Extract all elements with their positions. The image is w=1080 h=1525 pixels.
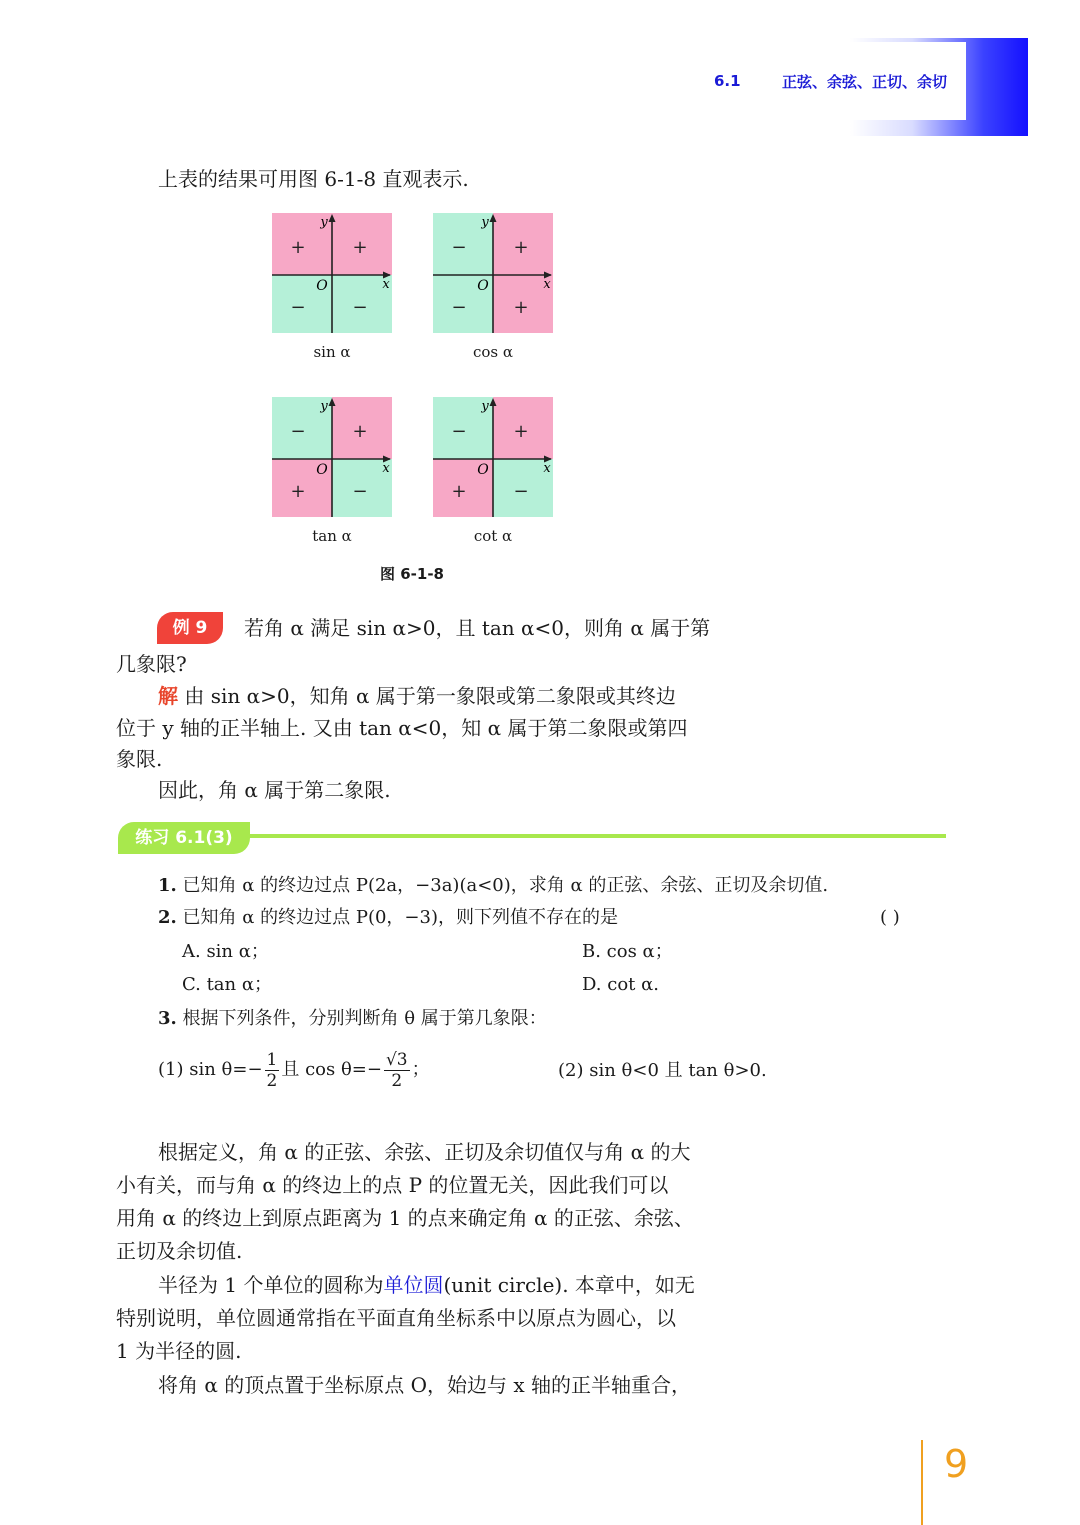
sign-q3: + <box>290 481 306 502</box>
sign-q4: − <box>513 481 529 502</box>
page-number: 9 <box>944 1442 969 1486</box>
sign-chart-tan <box>272 397 392 517</box>
q3-part1-end: ； <box>411 1059 430 1080</box>
q1-text: 已知角 α 的终边过点 P(2a，−3a)(a<0)，求角 α 的正弦、余弦、正切及余切值. <box>182 875 829 896</box>
sign-q2: − <box>451 421 467 442</box>
q2-answer-blank: ( ) <box>880 907 900 928</box>
q3-text: 根据下列条件，分别判断角 θ 属于第几象限： <box>182 1008 547 1029</box>
sign-q2: + <box>290 237 306 258</box>
frac-numerator: √3 <box>385 1049 408 1070</box>
q2-option-d: D. cot α. <box>582 974 659 995</box>
quadrant-chart-svg <box>272 213 392 333</box>
sign-chart-cot <box>433 397 553 517</box>
figure-caption: 图 6-1-8 <box>380 565 444 583</box>
origin-label: O <box>477 462 489 478</box>
intro-text: 上表的结果可用图 6-1-8 直观表示. <box>158 167 469 191</box>
fraction-root3-half <box>384 1050 410 1091</box>
sign-q3: − <box>451 297 467 318</box>
sign-q1: + <box>513 421 529 442</box>
section-number: 6.1 <box>714 72 741 90</box>
body-p1-line2: 小有关，而与角 α 的终边上的点 P 的位置无关，因此我们可以 <box>116 1173 669 1197</box>
origin-label: O <box>316 278 328 294</box>
sign-q4: + <box>513 297 529 318</box>
body-p2-text-b: (unit circle). 本章中，如无 <box>443 1273 695 1297</box>
frac-denominator: 2 <box>391 1070 403 1091</box>
y-axis-label: y <box>481 215 489 230</box>
q3-part1 <box>158 1046 430 1094</box>
x-axis-label: x <box>543 277 551 292</box>
q2-option-c: C. tan α； <box>182 974 273 995</box>
x-axis-label: x <box>543 461 551 476</box>
example-tag: 例 9 <box>157 612 223 644</box>
section-title: 正弦、余弦、正切、余切 <box>782 73 948 91</box>
frac-numerator: 1 <box>266 1049 278 1070</box>
q2-option-b: B. cos α； <box>582 941 673 962</box>
body-p1-line3: 用角 α 的终边上到原点距离为 1 的点来确定角 α 的正弦、余弦、 <box>116 1206 694 1230</box>
example-question-line2: 几象限? <box>116 652 187 676</box>
x-axis-label: x <box>382 277 390 292</box>
example-question-line1: 若角 α 满足 sin α>0，且 tan α<0，则角 α 属于第 <box>244 616 711 640</box>
y-axis-label: y <box>320 215 328 230</box>
sign-q1: + <box>352 421 368 442</box>
origin-label: O <box>477 278 489 294</box>
solution-text-1: 由 sin α>0，知角 α 属于第一象限或第二象限或其终边 <box>178 684 676 708</box>
sign-q4: − <box>352 481 368 502</box>
q1-number: 1. <box>158 875 177 896</box>
sign-q4: − <box>352 297 368 318</box>
quadrant-chart-svg <box>433 213 553 333</box>
sign-q3: − <box>290 297 306 318</box>
quadrant-chart-svg <box>272 397 392 517</box>
sign-q2: − <box>451 237 467 258</box>
sign-q3: + <box>451 481 467 502</box>
q2-text: 已知角 α 的终边过点 P(0，−3)，则下列值不存在的是 <box>182 907 618 928</box>
origin-label: O <box>316 462 328 478</box>
x-axis-label: x <box>382 461 390 476</box>
sign-chart-label-sin: sin α <box>313 343 351 361</box>
fraction-one-half <box>265 1050 280 1091</box>
body-p1-line4: 正切及余切值. <box>116 1239 243 1263</box>
body-p2-line3: 1 为半径的圆. <box>116 1339 242 1363</box>
body-p1-line1: 根据定义，角 α 的正弦、余弦、正切及余切值仅与角 α 的大 <box>158 1140 691 1164</box>
sign-chart-label-cos: cos α <box>472 343 514 361</box>
solution-tag: 解 <box>158 684 178 708</box>
quadrant-chart-svg <box>433 397 553 517</box>
q3-part2: (2) sin θ<0 且 tan θ>0. <box>558 1060 767 1081</box>
sign-chart-cos <box>433 213 553 333</box>
term-unit-circle: 单位圆 <box>383 1273 444 1297</box>
solution-line2: 位于 y 轴的正半轴上. 又由 tan α<0，知 α 属于第二象限或第四 <box>116 716 688 740</box>
body-p2-line1 <box>158 1269 695 1301</box>
body-p2-line2: 特别说明，单位圆通常指在平面直角坐标系中以原点为圆心，以 <box>116 1306 676 1330</box>
sign-chart-label-tan: tan α <box>312 527 352 545</box>
sign-q2: − <box>290 421 306 442</box>
exercise-q1 <box>158 871 828 901</box>
exercise-title: 练习 6.1(3) <box>118 822 250 854</box>
sign-chart-label-cot: cot α <box>473 527 513 545</box>
solution-line1 <box>158 680 676 712</box>
solution-line3: 象限. <box>116 747 163 771</box>
page-number-rule <box>921 1440 923 1525</box>
exercise-q2 <box>158 903 618 933</box>
q2-option-a: A. sin α； <box>182 941 269 962</box>
solution-line4: 因此，角 α 属于第二象限. <box>158 778 391 802</box>
q3-part1-cos: 且 cos θ=− <box>281 1059 382 1080</box>
q3-part1-sin: (1) sin θ=− <box>158 1059 263 1080</box>
body-p2-text-a: 半径为 1 个单位的圆称为 <box>158 1273 384 1297</box>
q2-number: 2. <box>158 907 177 928</box>
y-axis-label: y <box>320 399 328 414</box>
y-axis-label: y <box>481 399 489 414</box>
sign-chart-sin <box>272 213 392 333</box>
q3-number: 3. <box>158 1008 177 1029</box>
exercise-q3 <box>158 1004 547 1034</box>
sign-q1: + <box>352 237 368 258</box>
exercise-rule <box>248 834 946 838</box>
sign-q1: + <box>513 237 529 258</box>
body-p3-line1: 将角 α 的顶点置于坐标原点 O，始边与 x 轴的正半轴重合， <box>158 1373 691 1397</box>
frac-denominator: 2 <box>266 1070 278 1091</box>
